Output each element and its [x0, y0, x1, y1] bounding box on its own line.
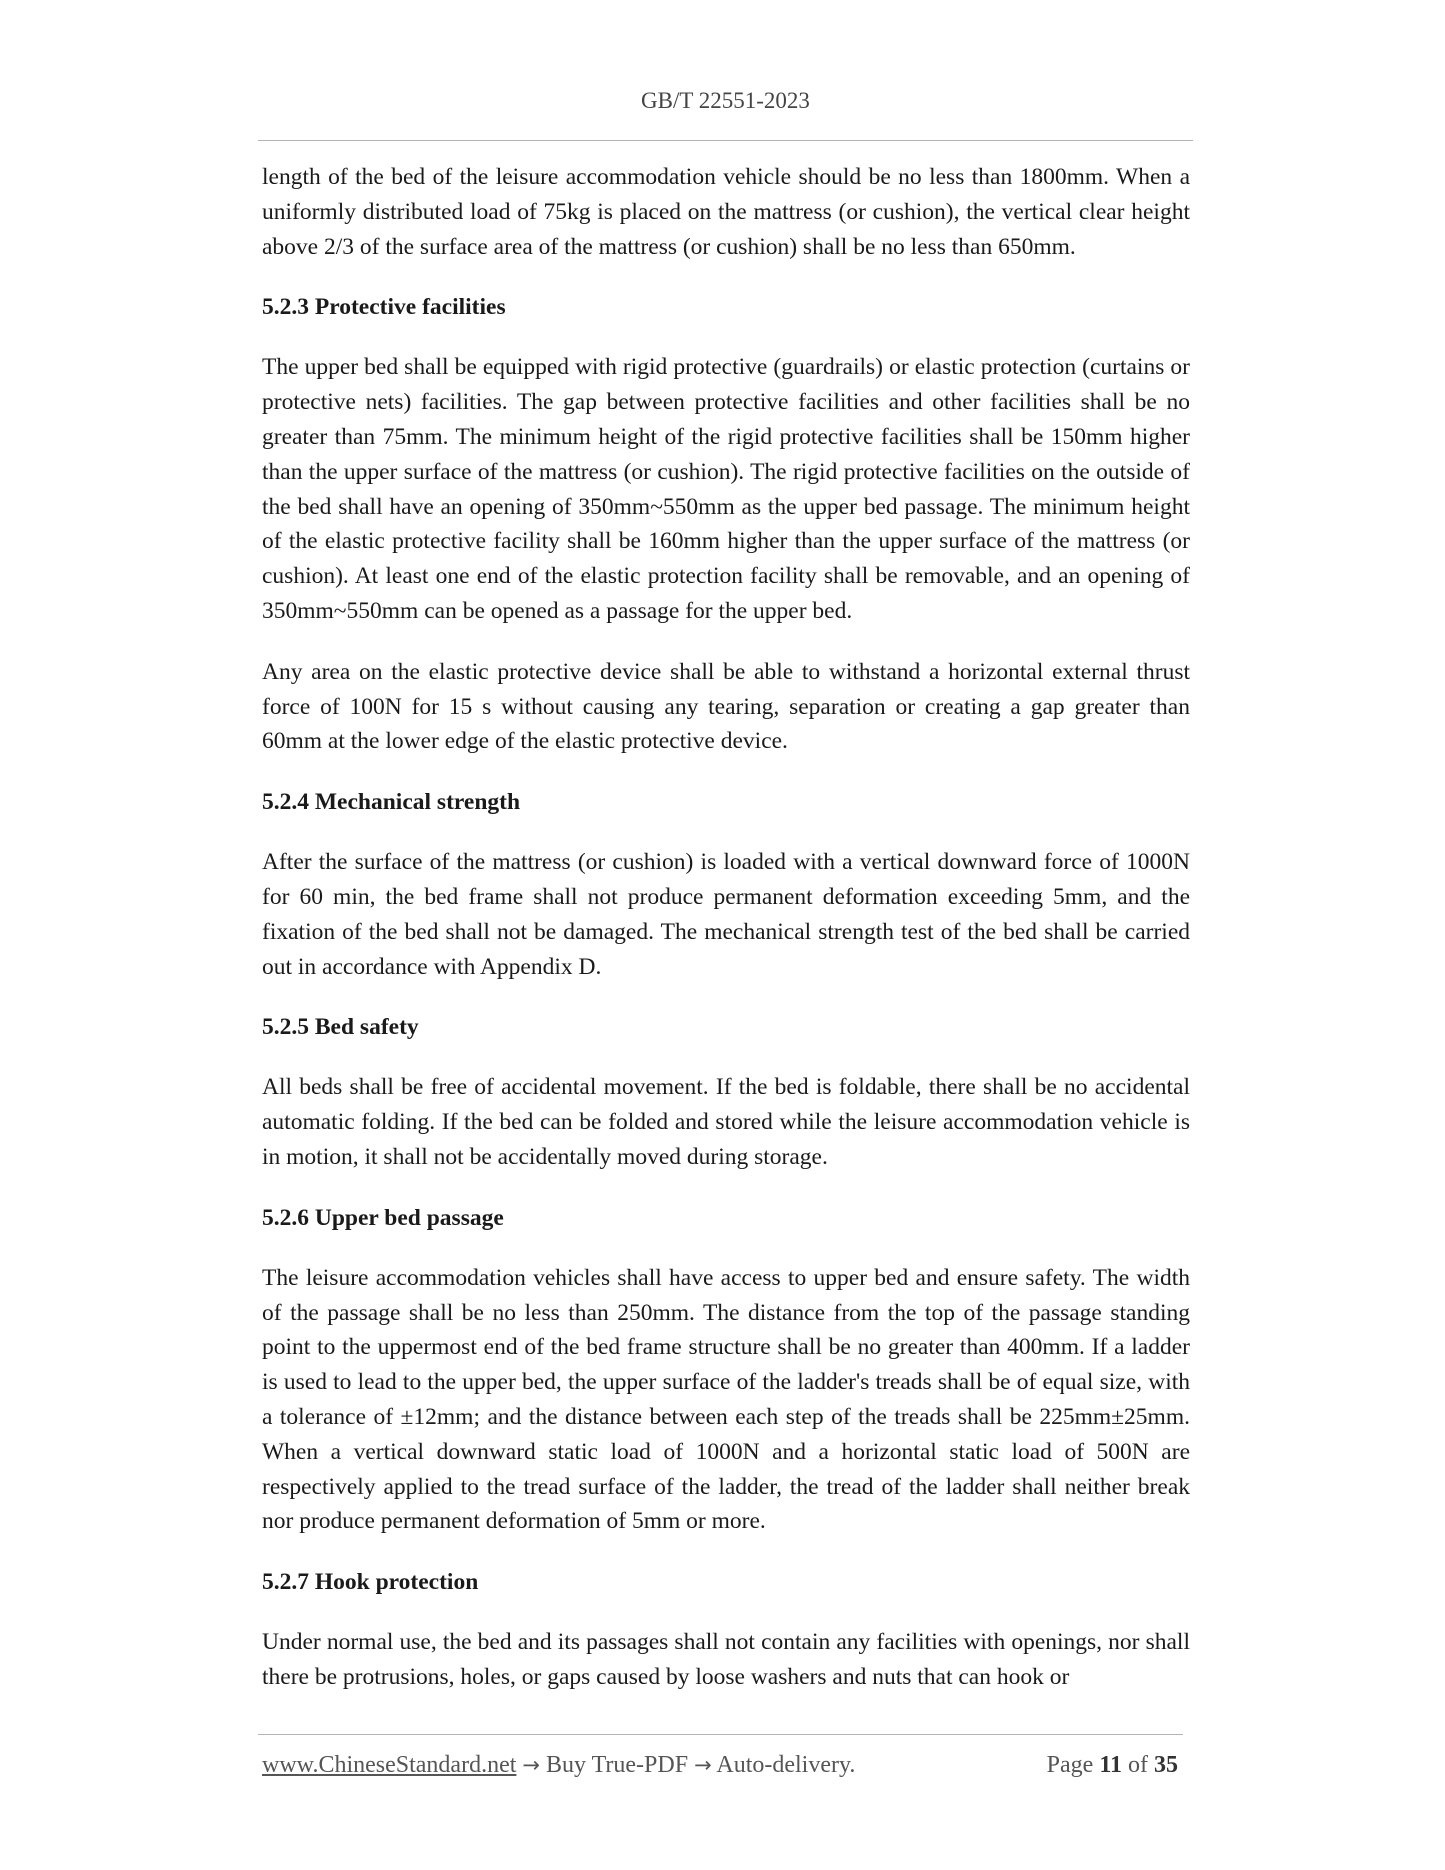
paragraph-5-2-6: The leisure accommodation vehicles shall have access to upper bed and ensure safety. The width of the passage shall be no less than 250mm. The distance from the top of the passage standing point to the uppermost end of the bed frame structure shall be no greater than 400mm. If a ladder is used to lead to the upper bed, the upper surface of the ladder's treads shall be of equal size, with a tolerance of ±12mm; and the distance between each step of the treads shall be 225mm±25mm. When a vertical downward static load of 1000N and a horizontal static load of 500N are respectively applied to the tread surface of the ladder, the tread of the ladder shall neither break nor produce permanent deformation of 5mm or more. [262, 1264, 1190, 1535]
heading-5-2-6: 5.2.6 Upper bed passage [262, 1204, 504, 1231]
footer-promo [262, 1752, 855, 1779]
paragraph-5-2-5: All beds shall be free of accidental movement. If the bed is foldable, there shall be no accidental automatic folding. If the bed can be folded and stored while the leisure accommodation vehicle is in motion, it shall not be accidentally moved during storage. [262, 1074, 1190, 1170]
page-label: Page [1046, 1752, 1094, 1778]
header-divider [258, 140, 1193, 141]
arrow-right-icon: → [694, 1753, 712, 1777]
page-number [1047, 1752, 1178, 1779]
page-current: 11 [1099, 1752, 1122, 1778]
document-header [258, 88, 1193, 114]
website-link[interactable]: www.ChineseStandard.net [262, 1752, 517, 1778]
paragraph-5-2-7: Under normal use, the bed and its passages shall not contain any facilities with openings, nor shall there be protrusions, holes, or gaps caused by loose washers and nuts that can hook or [262, 1629, 1190, 1690]
heading-5-2-5: 5.2.5 Bed safety [262, 1014, 419, 1041]
heading-5-2-4: 5.2.4 Mechanical strength [262, 789, 521, 816]
of-label: of [1128, 1752, 1148, 1778]
paragraph-intro: length of the bed of the leisure accommodation vehicle should be no less than 1800mm. When a uniformly distributed load of 75kg is placed on the mattress (or cushion), the vertical clear height above 2/3 of the surface area of the mattress (or cushion) shall be no less than 650mm. [262, 164, 1190, 260]
heading-5-2-3: 5.2.3 Protective facilities [262, 294, 506, 321]
footer-divider [258, 1734, 1183, 1735]
paragraph-5-2-3-b: Any area on the elastic protective device shall be able to withstand a horizontal external thrust force of 100N for 15 s without causing any tearing, separation or creating a gap greater than 60mm at the lower edge of the elastic protective device. [262, 658, 1190, 755]
document-id: GB/T 22551-2023 [641, 88, 810, 113]
buy-pdf-text: Buy True-PDF [546, 1752, 689, 1778]
page-total: 35 [1154, 1752, 1178, 1778]
paragraph-5-2-4: After the surface of the mattress (or cushion) is loaded with a vertical downward force of 1000N for 60 min, the bed frame shall not produce permanent deformation exceeding 5mm, and the fixation of the bed shall not be damaged. The mechanical strength test of the bed shall be carried out in accordance with Appendix D. [262, 849, 1190, 980]
paragraph-5-2-3-a: The upper bed shall be equipped with rigid protective (guardrails) or elastic protection (curtains or protective nets) facilities. The gap between protective facilities and other facilities shall be no greater than 75mm. The minimum height of the rigid protective facilities shall be 150mm higher than the upper surface of the mattress (or cushion). The rigid protective facilities on the outside of the bed shall have an opening of 350mm~550mm as the upper bed passage. The minimum height of the elastic protective facility shall be 160mm higher than the upper surface of the mattress (or cushion). At least one end of the elastic protection facility shall be removable, and an opening of 350mm~550mm can be opened as a passage for the upper bed. [262, 354, 1190, 624]
heading-5-2-7: 5.2.7 Hook protection [262, 1569, 479, 1596]
auto-delivery-text: Auto-delivery. [716, 1752, 856, 1778]
page-content [262, 160, 1190, 1695]
arrow-right-icon: → [522, 1753, 540, 1777]
document-footer [262, 1752, 1182, 1782]
